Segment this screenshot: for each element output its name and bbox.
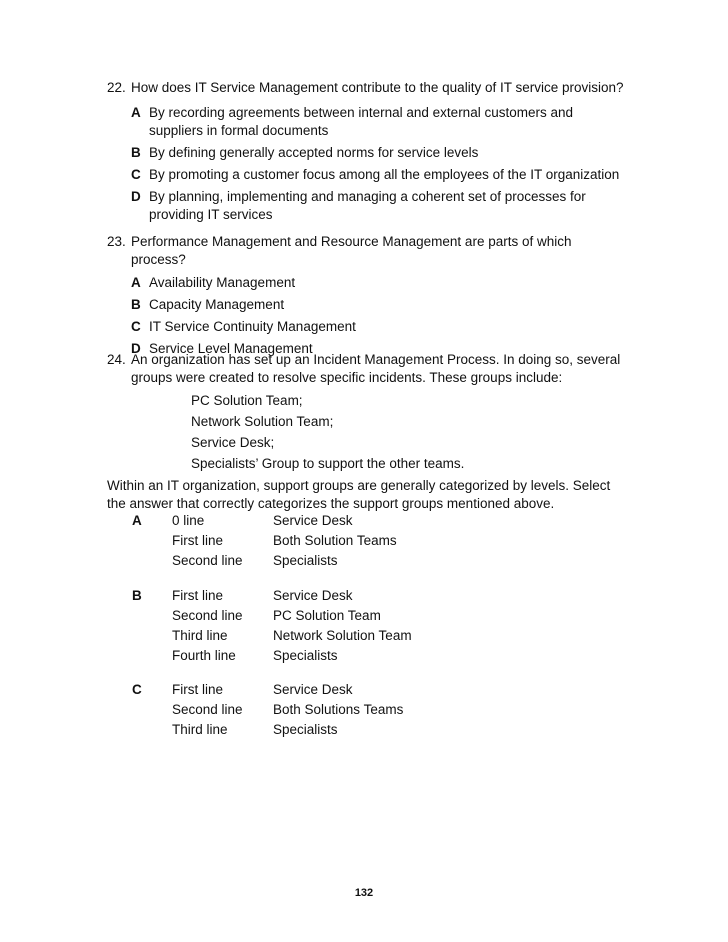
- support-team: Both Solution Teams: [273, 533, 397, 548]
- option-text: By promoting a customer focus among all the employees of the IT organization: [149, 167, 620, 182]
- option-letter: D: [131, 189, 141, 204]
- support-team: Service Desk: [273, 513, 353, 528]
- options-list: [131, 274, 627, 358]
- option-letter: A: [131, 105, 141, 120]
- option-b: [131, 144, 627, 162]
- option-b: [131, 296, 627, 314]
- answer-group-c: [107, 680, 627, 740]
- team-item: Service Desk;: [191, 435, 275, 450]
- question-24: [107, 351, 627, 474]
- option-text: By recording agreements between internal and external customers and suppliers in formal documents: [149, 105, 573, 138]
- option-c: [131, 318, 627, 336]
- option-a: [131, 104, 627, 140]
- question-text: An organization has set up an Incident Management Process. In doing so, several groups were created to resolve specific incidents. These groups include:: [131, 352, 621, 385]
- question-number: 22.: [107, 80, 126, 95]
- page-number: 132: [354, 887, 374, 899]
- support-line: First line: [172, 533, 224, 548]
- support-team: Specialists: [273, 722, 338, 737]
- team-item: Specialists’ Group to support the other teams.: [191, 456, 465, 471]
- option-letter: D: [131, 341, 141, 356]
- support-line: Second line: [172, 608, 243, 623]
- question-text: Performance Management and Resource Management are parts of which process?: [131, 234, 572, 267]
- option-d: [131, 188, 627, 224]
- answer-group-b: [107, 586, 627, 666]
- option-text: Capacity Management: [149, 297, 285, 312]
- answer-letter: B: [132, 588, 142, 603]
- support-line: 0 line: [172, 513, 205, 528]
- option-letter: B: [131, 145, 141, 160]
- question-23: [107, 233, 627, 358]
- support-team: Specialists: [273, 648, 338, 663]
- option-text: By defining generally accepted norms for service levels: [149, 145, 479, 160]
- option-c: [131, 166, 627, 184]
- question-22: [107, 79, 627, 224]
- answer-letter: A: [132, 513, 142, 528]
- answer-group-a: [107, 511, 627, 571]
- answer-letter: C: [132, 682, 142, 697]
- option-a: [131, 274, 627, 292]
- option-text: IT Service Continuity Management: [149, 319, 356, 334]
- support-team: Network Solution Team: [273, 628, 412, 643]
- followup-paragraph: Within an IT organization, support groups are generally categorized by levels. Select the answer that correctly categorizes the support groups mentioned above.: [107, 478, 611, 511]
- team-item: Network Solution Team;: [191, 414, 334, 429]
- question-number: 23.: [107, 234, 126, 249]
- option-text: Service Level Management: [149, 341, 313, 356]
- team-item: PC Solution Team;: [191, 393, 303, 408]
- team-list: [191, 390, 627, 474]
- option-letter: B: [131, 297, 141, 312]
- option-text: By planning, implementing and managing a coherent set of processes for providing IT services: [149, 189, 586, 222]
- support-line: Third line: [172, 628, 228, 643]
- support-team: Specialists: [273, 553, 338, 568]
- support-line: Second line: [172, 553, 243, 568]
- options-list: [131, 104, 627, 224]
- support-line: Third line: [172, 722, 228, 737]
- option-letter: A: [131, 275, 141, 290]
- support-line: First line: [172, 682, 224, 697]
- support-team: Service Desk: [273, 588, 353, 603]
- support-team: PC Solution Team: [273, 608, 381, 623]
- support-line: Second line: [172, 702, 243, 717]
- support-team: Both Solutions Teams: [273, 702, 404, 717]
- question-number: 24.: [107, 352, 126, 367]
- option-text: Availability Management: [149, 275, 296, 290]
- support-line: First line: [172, 588, 224, 603]
- support-team: Service Desk: [273, 682, 353, 697]
- option-letter: C: [131, 167, 141, 182]
- option-letter: C: [131, 319, 141, 334]
- question-text: How does IT Service Management contribute to the quality of IT service provision?: [131, 80, 624, 95]
- support-line: Fourth line: [172, 648, 236, 663]
